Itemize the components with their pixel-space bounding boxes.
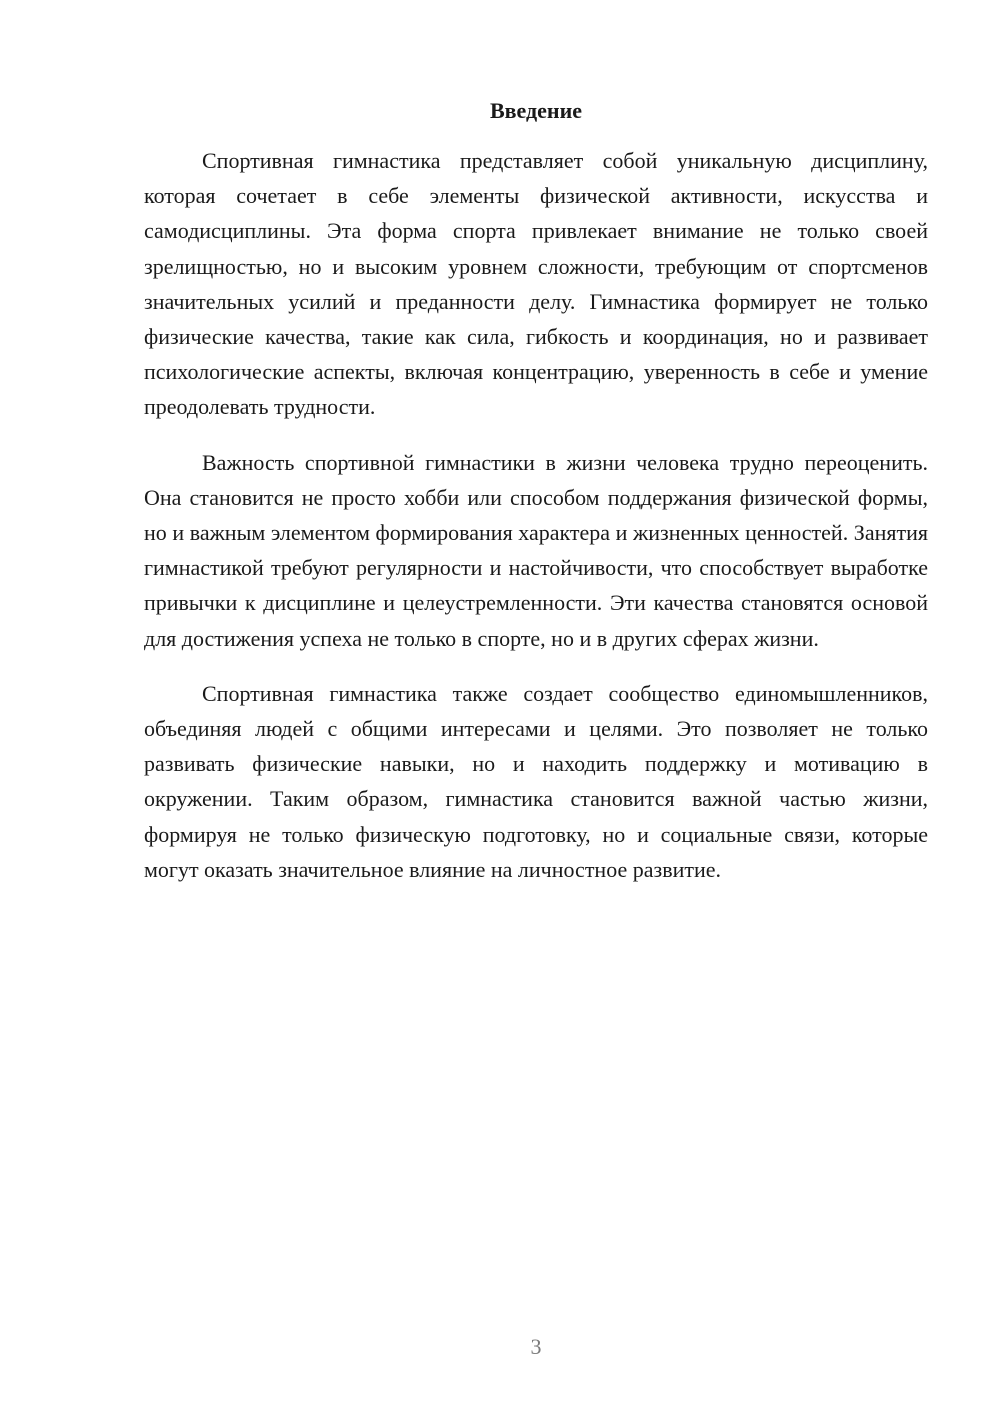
paragraph-1: Спортивная гимнастика представляет собой уникальную дисциплину, которая сочетает в себе элементы физической активности, искусства и самодисциплины. Эта форма спорта привлекает внимание не только своей зрелищностью, но и высоким уровнем сложности, требующим от спортсменов значительных усилий и преданности делу. Гимнастика формирует не только физические качества, такие как сила, гибкость и координация, но и развивает психологические аспекты, включая концентрацию, уверенность в себе и умение преодолевать трудности. — [144, 148, 928, 420]
section-heading: Введение — [489, 98, 583, 123]
paragraph-3: Спортивная гимнастика также создает сообщество единомышленников, объединяя людей с общими интересами и целями. Это позволяет не только развивать физические навыки, но и находить поддержку и мотивацию в окружении. Таким образом, гимнастика становится важной частью жизни, формируя не только физическую подготовку, но и социальные связи, которые могут оказать значительное влияние на личностное развитие. — [144, 680, 928, 882]
body-text — [144, 143, 928, 907]
page-number: 3 — [530, 1334, 542, 1359]
paragraph-2: Важность спортивной гимнастики в жизни человека трудно переоценить. Она становится не просто хобби или способом поддержания физической формы, но и важным элементом формирования характера и жизненных ценностей. Занятия гимнастикой требуют регулярности и настойчивости, что способствует выработке привычки к дисциплине и целеустремленности. Эти качества становятся основой для достижения успеха не только в спорте, но и в других сферах жизни. — [144, 449, 928, 651]
